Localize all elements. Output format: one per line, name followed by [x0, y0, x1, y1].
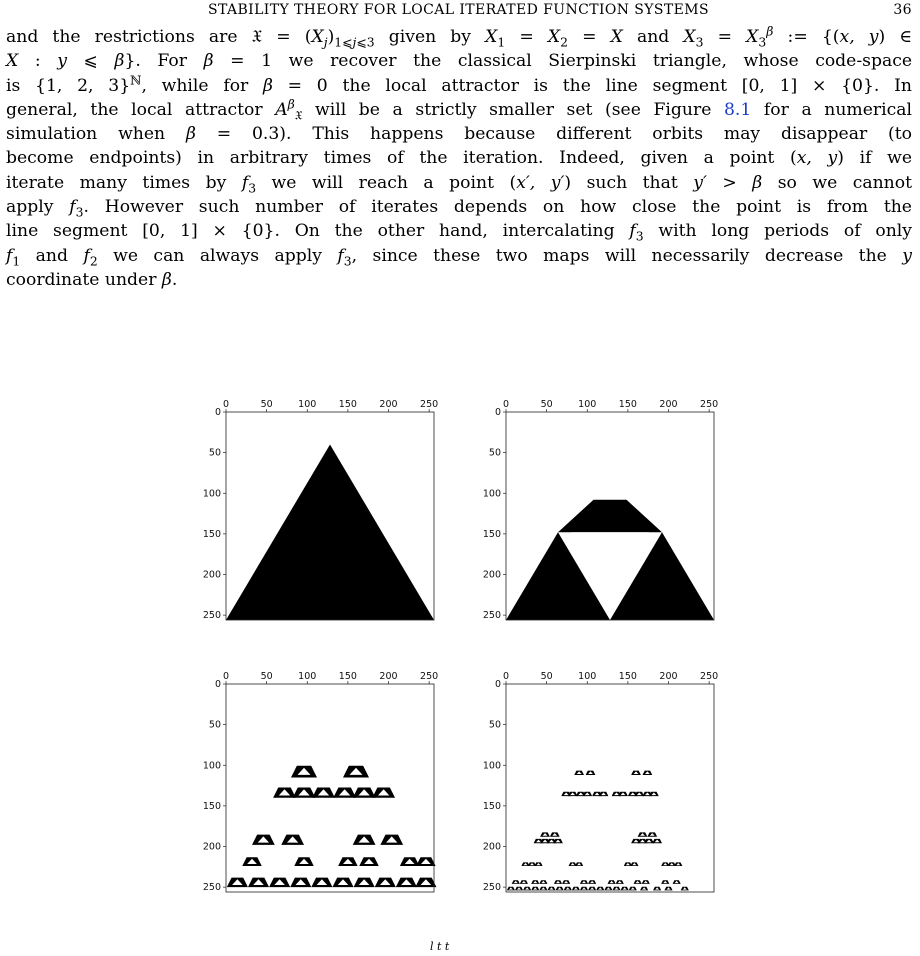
- y-tick-label: 0: [214, 679, 221, 690]
- y-tick-label: 250: [202, 610, 221, 622]
- attractor-shape: [506, 500, 714, 620]
- x-tick-label: 250: [420, 671, 439, 682]
- simulation-plot: [196, 670, 442, 898]
- x-tick-label: 100: [578, 671, 597, 682]
- x-tick-label: 100: [298, 399, 317, 410]
- y-tick-label: 100: [202, 488, 221, 500]
- y-tick-label: 150: [202, 800, 221, 812]
- paragraph-line: X : y ⩽ β}. For β = 1 we recover the classical Sierpinski triangle, whose code-space: [6, 51, 913, 72]
- attractor-shape: [227, 766, 437, 887]
- x-tick-label: 0: [502, 671, 510, 682]
- y-tick-label: 250: [202, 882, 221, 894]
- x-tick-label: 50: [540, 671, 553, 682]
- y-tick-label: 0: [214, 407, 221, 418]
- running-header: [0, 2, 920, 24]
- plot-frame: [506, 684, 714, 892]
- paragraph-line: $f_1$ and $f_2$ we can always apply $f_3$, since these two maps will necessarily decrease the y: [6, 245, 912, 269]
- paragraph-line: apply $f_3$. However such number of iterates depends on how close the point is from the: [6, 197, 912, 220]
- x-tick-label: 150: [338, 671, 357, 682]
- attractor-piece: [226, 445, 434, 621]
- y-tick-label: 100: [482, 488, 501, 500]
- x-tick-label: 200: [659, 399, 678, 410]
- y-tick-label: 250: [482, 610, 501, 622]
- y-tick-label: 200: [202, 841, 221, 853]
- attractor-shape: [226, 445, 434, 621]
- y-tick-label: 150: [482, 528, 501, 540]
- figure-panel-iteration-4: [476, 670, 722, 898]
- running-title: STABILITY THEORY FOR LOCAL ITERATED FUNCTION SYSTEMS: [208, 2, 709, 18]
- x-tick-label: 50: [260, 671, 273, 682]
- y-tick-label: 50: [208, 447, 221, 459]
- y-tick-label: 0: [494, 679, 501, 690]
- y-tick-label: 200: [202, 569, 221, 581]
- x-tick-label: 150: [618, 399, 637, 410]
- y-tick-label: 150: [202, 528, 221, 540]
- x-tick-label: 0: [222, 399, 230, 410]
- y-tick-label: 200: [482, 841, 501, 853]
- paragraph-line: iterate many times by $f_3$ we will reach a point (x′, y′) such that y′ > β so we cannot: [6, 172, 913, 196]
- x-tick-label: 0: [502, 399, 510, 410]
- x-tick-label: 250: [420, 399, 439, 410]
- simulation-plot: [476, 398, 722, 626]
- paragraph-line: is {1, 2, 3}$^ℕ$, while for β = 0 the local attractor is the line segment [0, 1] × {0}. In: [6, 72, 912, 96]
- simulation-plot: [196, 398, 442, 626]
- paragraph-line: simulation when β = 0.3). This happens because different orbits may disappear (to: [6, 124, 912, 145]
- figure-panel-iteration-2: [476, 398, 722, 626]
- x-tick-label: 50: [260, 399, 273, 410]
- x-tick-label: 200: [659, 671, 678, 682]
- y-tick-label: 250: [482, 882, 501, 894]
- x-tick-label: 0: [222, 671, 230, 682]
- x-tick-label: 200: [379, 399, 398, 410]
- x-tick-label: 150: [338, 399, 357, 410]
- x-tick-label: 250: [700, 671, 719, 682]
- paragraph-line: and the restrictions are 𝔛 = $(X_j)_{1⩽j⩽3}$ given by $X_1 = X_2 = X$ and $X_3 = X_3^\beta$ := {(x, y) ∈: [6, 24, 913, 50]
- y-tick-label: 100: [202, 760, 221, 772]
- x-tick-label: 250: [700, 399, 719, 410]
- paragraph-line: coordinate under β.: [6, 269, 178, 290]
- simulation-plot: [476, 670, 722, 898]
- paragraph-line: general, the local attractor $A^\beta_𝔛$ will be a strictly smaller set (see Figure 8.1 for a numerical: [6, 97, 912, 123]
- y-tick-label: 50: [488, 719, 501, 731]
- attractor-shape: [507, 771, 689, 891]
- figure-reference-link[interactable]: 8.1: [723, 99, 752, 120]
- x-tick-label: 200: [379, 671, 398, 682]
- figure-panel-iteration-3: [196, 670, 442, 898]
- x-tick-label: 100: [578, 399, 597, 410]
- y-tick-label: 50: [488, 447, 501, 459]
- y-tick-label: 0: [494, 407, 501, 418]
- paragraph-line: become endpoints) in arbitrary times of the iteration. Indeed, given a point (x, y) if we: [6, 148, 912, 169]
- body-paragraph: [6, 25, 912, 292]
- attractor-piece: [558, 500, 662, 533]
- y-tick-label: 200: [482, 569, 501, 581]
- x-tick-label: 150: [618, 671, 637, 682]
- x-tick-label: 100: [298, 671, 317, 682]
- y-tick-label: 100: [482, 760, 501, 772]
- figure-caption-fragment: l t t: [430, 940, 450, 953]
- y-tick-label: 50: [208, 719, 221, 731]
- figure-panel-iteration-1: [196, 398, 442, 626]
- x-tick-label: 50: [540, 399, 553, 410]
- paragraph-line: line segment [0, 1] × {0}. On the other hand, intercalating $f_3$ with long periods of only: [6, 221, 913, 244]
- y-tick-label: 150: [482, 800, 501, 812]
- page-number: 36: [893, 2, 912, 18]
